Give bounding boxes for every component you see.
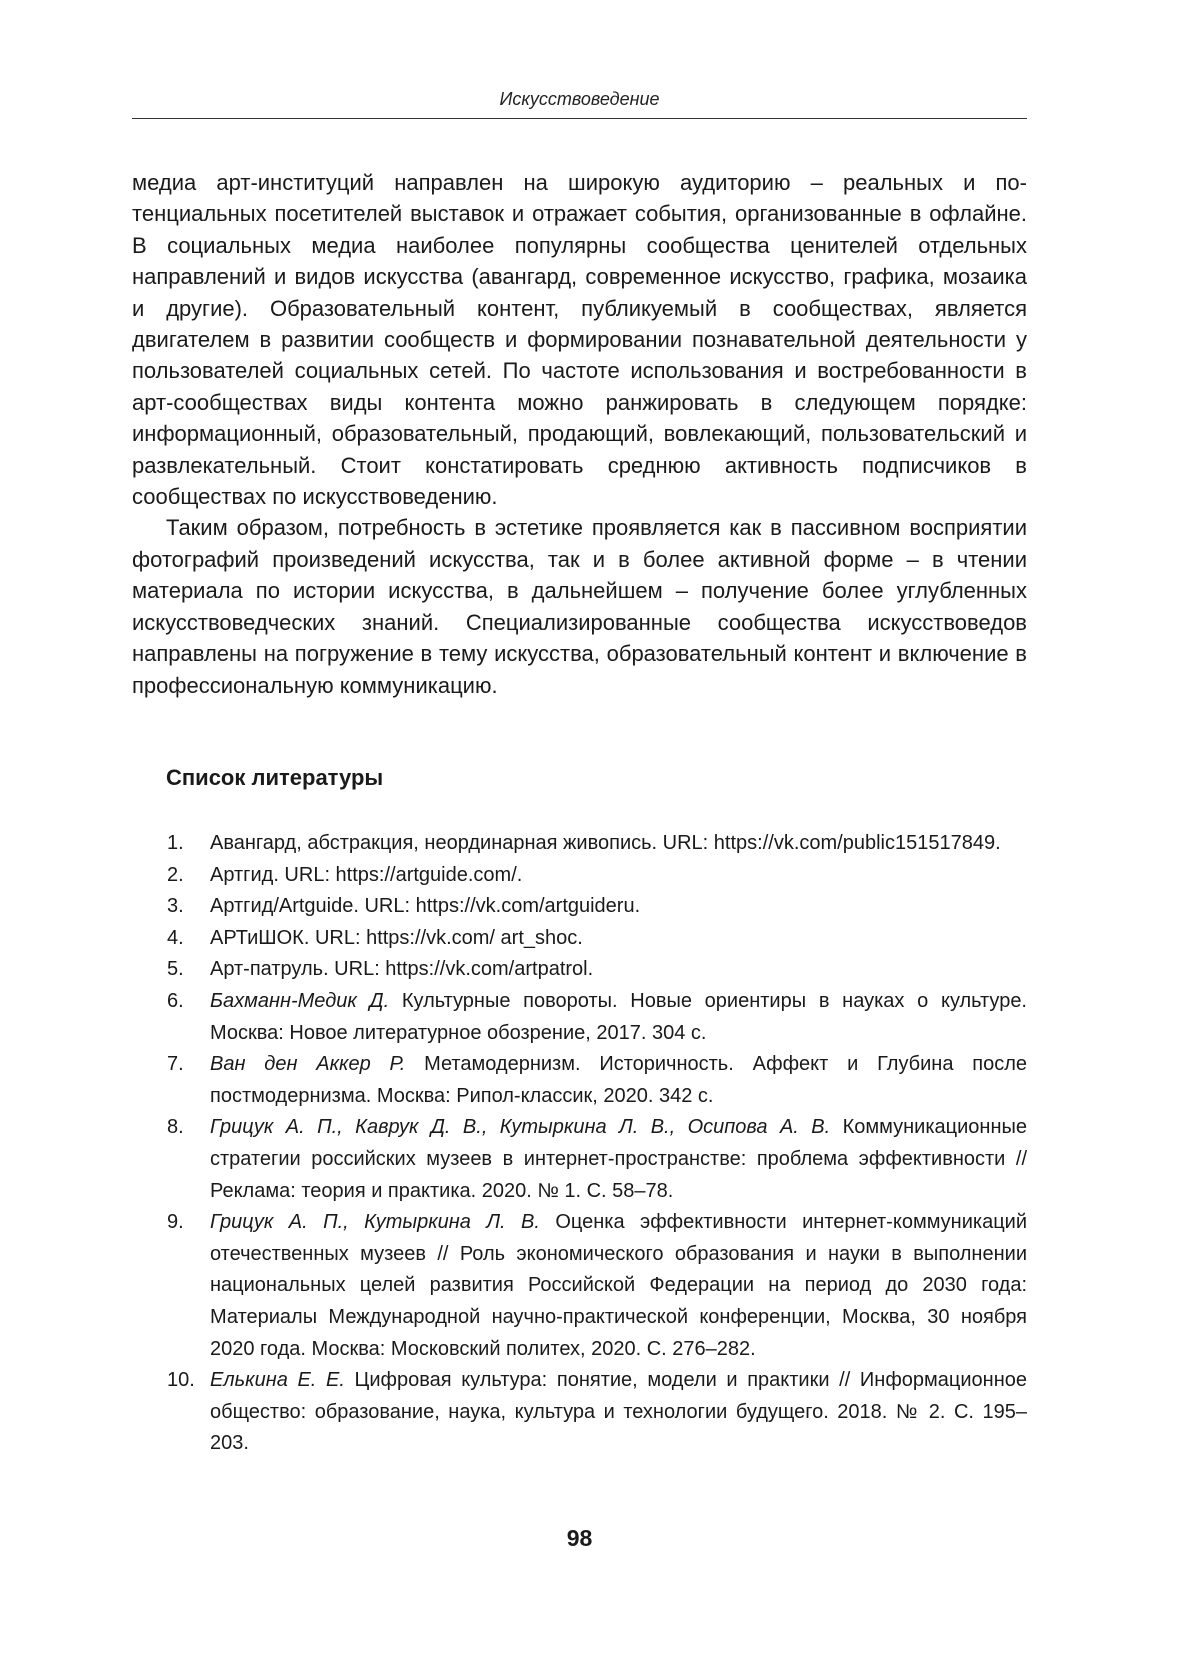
- body-paragraph: Таким образом, потребность в эстетике проявляется как в пассивном восприятии фотографий произведений искусства, так и в более активной форме – в чтении материала по истории искусства, в дальнейшем – получение более углубленных искусствоведческих знаний. Специализированные сообщества искусствоведов направлены на погружение в тему искусства, образовательный контент и включение в профессиональную коммуникацию.: [132, 515, 1027, 698]
- reference-item: [132, 1207, 1027, 1365]
- reference-author: Елькина Е. Е.: [210, 1369, 345, 1392]
- reference-number: 2.: [167, 863, 184, 886]
- reference-text: Метамодернизм. Историчность. Аффект и Глубина после постмодернизма. Москва: Рипол-классик, 2020. 342 с.: [210, 1053, 1027, 1107]
- reference-item: [132, 1049, 1027, 1112]
- reference-text: Оценка эффективности интернет-коммуникаций отечественных музеев // Роль экономического образования и науки в выполнении национальных целей развития Российской Федерации на период до 2030 года: Материалы Международной научно-практической конференции, Москва, 30 ноября 2020 года. Москва: Московский политех, 2020. С. 276–282.: [210, 1211, 1027, 1360]
- reference-author: Грицук А. П., Каврук Д. В., Кутыркина Л. В., Осипова А. В.: [210, 1116, 831, 1139]
- reference-item: [132, 923, 1027, 955]
- reference-text: Артгид/Artguide. URL: https://vk.com/artguideru.: [210, 895, 641, 918]
- header-divider: [132, 118, 1027, 119]
- reference-number: 1.: [167, 832, 184, 854]
- reference-number: 7.: [167, 1053, 184, 1076]
- reference-author: Бахманн-Медик Д.: [210, 989, 390, 1012]
- reference-text: Авангард, абстракция, неординарная живопись. URL: https://vk.com/public151517849.: [210, 832, 1001, 854]
- references-list: [132, 828, 1027, 1460]
- page-number: 98: [566, 1525, 593, 1551]
- reference-number: 3.: [167, 895, 184, 918]
- reference-item: [132, 828, 1027, 860]
- references-title: Список литературы: [166, 765, 384, 790]
- reference-item: [132, 1365, 1027, 1460]
- reference-number: 5.: [167, 958, 184, 981]
- reference-text: Артгид. URL: https://artguide.com/.: [210, 863, 523, 886]
- reference-number: 10.: [167, 1369, 195, 1392]
- reference-item: [132, 860, 1027, 892]
- reference-number: 9.: [167, 1211, 184, 1234]
- reference-text: Коммуникационные стратегии российских музеев в интернет-пространстве: проблема эффективности // Реклама: теория и практика. 2020. № 1. С. 58–78.: [210, 1116, 1028, 1202]
- reference-author: Грицук А. П., Кутыркина Л. В.: [210, 1211, 540, 1234]
- reference-number: 6.: [167, 989, 184, 1012]
- reference-text: Цифровая культура: понятие, модели и практики // Информационное общество: образование, наука, культура и технологии будущего. 2018. № 2. С. 195–203.: [210, 1369, 1027, 1455]
- reference-text: АРТиШОК. URL: https://vk.com/ art_shoc.: [210, 926, 583, 949]
- reference-item: [132, 891, 1027, 923]
- reference-text: Культурные повороты. Новые ориентиры в науках о культуре. Москва: Новое литературное обозрение, 2017. 304 с.: [210, 989, 1027, 1044]
- reference-item: [132, 1112, 1027, 1207]
- reference-number: 4.: [167, 926, 184, 949]
- running-head: Искусствоведение: [499, 89, 660, 109]
- reference-item: [132, 954, 1027, 986]
- body-paragraph: медиа арт-институций направлен на широкую аудиторию – реальных и потенциальных посетителей выставок и отражает события, организованные в офлайне. В социальных медиа наиболее популярны сообщества ценителей отдельных направлений и видов искусства (авангард, современное искусство, графика, мозаика и другие). Образовательный контент, публикуемый в сообществах, является двигателем в развитии сообществ и формировании познавательной деятельности у пользователей социальных сетей. По частоте использования и востребованности в арт-сообществах виды контента можно ранжировать в следующем порядке: информационный, образовательный, продающий, вовлекающий, пользовательский и развлекательный. Стоит констатировать среднюю активность подписчиков в сообществах по искусствоведению.: [132, 170, 1027, 510]
- reference-text: Арт-патруль. URL: https://vk.com/artpatrol.: [210, 958, 594, 981]
- reference-item: [132, 986, 1027, 1049]
- body-text: [132, 167, 1027, 701]
- reference-author: Ван ден Аккер Р.: [210, 1053, 406, 1076]
- reference-number: 8.: [167, 1116, 184, 1139]
